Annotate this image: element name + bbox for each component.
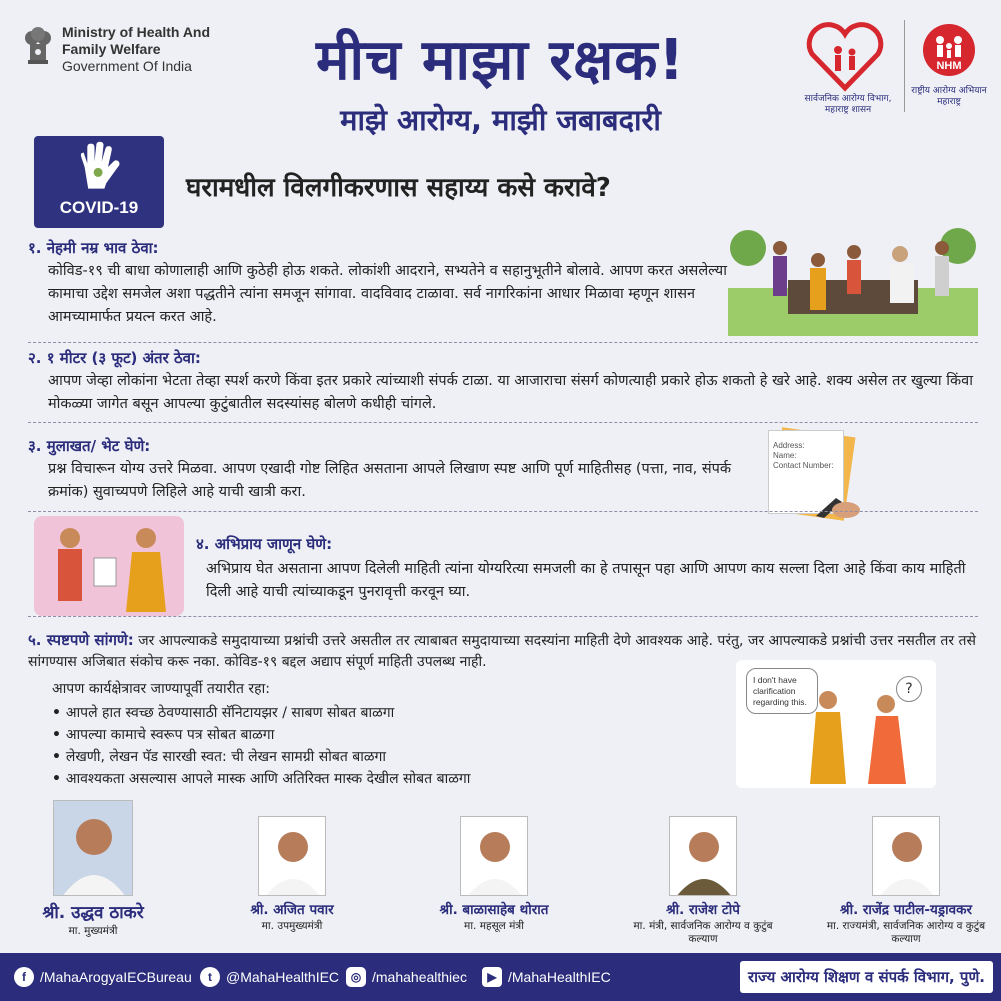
section5-body: जर आपल्याकडे समुदायाच्या प्रश्नांची उत्तरे असतील तर त्याबाबत समुदायाच्या सदस्यांना माहिती देणे आवश्यक आहे. परंतु, जर आपल्याकडे प्रश्नांची उत्तर नसतील तर तसे सांगण्यास अजिबात संकोच करू नका. कोविड-१९ बद्दल अद्याप संपूर्ण माहिती उपलब्ध नाही. [28,633,976,670]
list-item: • आवश्यकता असल्यास आपले मास्क आणि अतिरिक्त मास्क देखील सोबत बाळगा [52,768,712,790]
leader-card [18,800,168,938]
department-name: राज्य आरोग्य शिक्षण व संपर्क विभाग, पुणे. [740,961,993,993]
section1-heading: १. नेहमी नम्र भाव ठेवा: [28,239,159,257]
leader-photo [258,816,326,896]
leader-name: श्री. अजित पवार [250,902,334,918]
person-avatar-icon [259,817,326,896]
public-health-department-logo-icon [800,16,890,96]
speech-bubble-text: I don't have clarification regarding this. [753,675,807,707]
facebook-icon: f [14,967,34,987]
nhm-badge: NHM [936,60,962,72]
section5-heading: ५. स्पष्टपणे सांगणे: [28,631,134,649]
youtube-handle: /MahaHealthIEC [508,969,611,985]
leader-name: श्री. बाळासाहेब थोरात [439,902,549,918]
section2-body: आपण जेव्हा लोकांना भेटता तेव्हा स्पर्श करणे किंवा इतर प्रकारे त्यांच्याशी संपर्क टाळा. या आजाराचा संसर्ग कोणत्याही प्रकारे होऊ शकतो हे खरे आहे. शक्य असेल तर खुल्या किंवा मोकळ्या जागेत बसून आपल्या कुटुंबातील सदस्यांसह बोलणे कधीही चांगले. [48,373,973,412]
logo2-caption [908,86,990,108]
logo1-caption-line2: महाराष्ट्र शासन [824,105,872,115]
logo2-caption-line2: महाराष्ट्र [937,97,961,107]
logo-separator [904,20,905,112]
writing-hand-icon [812,490,862,520]
leader-photo [460,816,528,896]
two-women-talking-icon [736,660,936,788]
form-name-label: Name: [773,451,797,460]
instagram-handle: /mahahealthiec [372,969,467,985]
prep-list [52,702,712,790]
youtube-icon: ▶ [482,967,502,987]
covid-badge [34,136,164,228]
facebook-link[interactable] [14,967,192,987]
list-item: • आपल्या कामाचे स्वरूप पत्र सोबत बाळगा [52,724,712,746]
person-avatar-icon [54,801,133,896]
facebook-handle: /MahaArogyaIECBureau [40,969,192,985]
nhm-logo-icon [914,20,984,86]
leader-role: मा. मंत्री, सार्वजनिक आरोग्य व कुटुंब कल्याण [633,920,773,945]
clarification-illustration [736,660,936,788]
page-subtitle: माझे आरोग्य, माझी जबाबदारी [340,103,661,137]
leader-role: मा. महसूल मंत्री [464,920,524,932]
leader-card [222,816,362,933]
list-item: • लेखणी, लेखन पॅड सारखी स्वत: ची लेखन सामग्री सोबत बाळगा [52,746,712,768]
leader-photo [872,816,940,896]
section2-heading: २. १ मीटर (३ फूट) अंतर ठेवा: [28,349,201,367]
list-item: • आपले हात स्वच्छ ठेवण्यासाठी सॅनिटायझर / साबण सोबत बाळगा [52,702,712,724]
contact-form-illustration [742,428,866,518]
logos [800,16,990,126]
feedback-illustration [34,516,184,616]
leaders-row [0,800,1001,950]
form-contact-label: Contact Number: [773,461,834,470]
divider [28,342,978,343]
divider [28,511,978,512]
section1-body: कोविड-१९ ची बाधा कोणालाही आणि कुठेही होऊ शकते. लोकांशी आदराने, सभ्यतेने व सहानुभूतीने बोलावे. आपण करत असलेल्या कामाचा उद्देश समजेल अशा पद्धतीने त्यांना समजून सांगावा. वादविवाद टाळावा. सर्व नागरिकांना आधार मिळावा म्हणून शासन आमच्यामार्फत प्रयत्न करत आहे. [48,263,727,325]
person-avatar-icon [670,817,737,896]
covid-label: COVID-19 [59,198,139,217]
leader-card [818,816,994,946]
instagram-icon: ◎ [346,967,366,987]
health-worker-illustration-icon [34,516,184,616]
ministry-line2: Family Welfare [62,41,161,57]
leader-photo [669,816,737,896]
leader-name: श्री. राजेंद्र पाटील-यड्रावकर [840,902,972,918]
form-address-label: Address: [773,441,805,450]
logo1-caption-line1: सार्वजनिक आरोग्य विभाग, [804,94,892,104]
hand-virus-icon [72,140,126,194]
page-title: मीच माझा रक्षक! [316,28,685,93]
section-question: घरामधील विलगीकरणास सहाय्य कसे करावे? [186,173,611,203]
section4-heading: ४. अभिप्राय जाणून घेणे: [196,535,333,553]
divider [28,422,978,423]
person-avatar-icon [461,817,528,896]
instagram-link[interactable] [346,967,467,987]
person-avatar-icon [873,817,940,896]
section3-heading: ३. मुलाखत/ भेट घेणे: [28,437,151,455]
twitter-handle: @MahaHealthIEC [226,969,340,985]
section4-body: अभिप्राय घेत असताना आपण दिलेली माहिती त्यांना योग्यरित्या समजली का हे तपासून पहा आणि आपण काय सल्ला दिला आहे किंवा काय माहिती दिली आहे याची त्यांच्याकडून पुनरावृत्ती करवून घ्या. [206,561,966,600]
section3-body: प्रश्न विचारून योग्य उत्तरे मिळवा. आपण एखादी गोष्ट लिहित असताना आपले लिखाण स्पष्ट आणि पूर्ण माहितीसह (पत्ता, नाव, संपर्क क्रमांक) सुवाच्यपणे लिहिले आहे याची खात्री करा. [48,461,732,500]
section5-prep: आपण कार्यक्षेत्रावर जाण्यापूर्वी तयारीत रहा: [52,681,270,697]
twitter-icon: t [200,967,220,987]
twitter-link[interactable] [200,967,339,987]
footer-bar [0,953,1001,1001]
leader-role: मा. उपमुख्यमंत्री [261,920,323,932]
ministry-line1: Ministry of Health And [62,24,211,40]
leader-name: श्री. राजेश टोपे [666,902,740,918]
ministry-line3: Government Of India [62,58,192,74]
logo2-caption-line1: राष्ट्रीय आरोग्य अभियान [911,86,987,96]
leader-card [628,816,778,946]
divider [28,616,978,617]
leader-role: मा. राज्यमंत्री, सार्वजनिक आरोग्य व कुटुंब कल्याण [826,920,986,945]
question-bubble: ? [896,676,922,702]
leader-photo [53,800,133,896]
logo1-caption [800,94,896,116]
community-meeting-illustration [728,218,978,336]
leader-role: मा. मुख्यमंत्री [68,925,118,937]
youtube-link[interactable] [482,967,611,987]
leader-card [414,816,574,933]
leader-name: श्री. उद्धव ठाकरे [42,903,144,923]
